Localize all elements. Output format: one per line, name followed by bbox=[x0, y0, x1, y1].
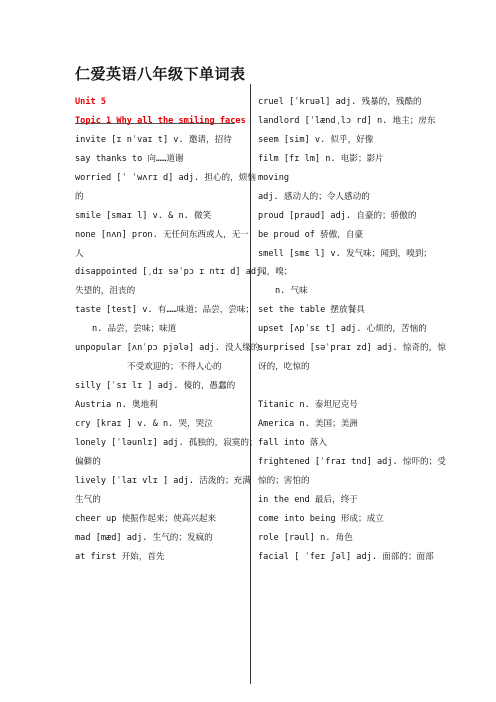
vocab-line: unpopular [ʌnˈpɔ pjələ] adj. 没人缘的； bbox=[75, 343, 269, 354]
vocab-line: cheer up 使振作起来；使高兴起来 bbox=[75, 513, 217, 524]
right-column bbox=[258, 93, 446, 566]
vocab-line: 生气的 bbox=[75, 494, 101, 505]
vocab-line: 的 bbox=[75, 191, 84, 202]
vocab-line: America n. 美国；美洲 bbox=[258, 418, 358, 429]
vocab-line: landlord [ˈlændˌlɔ rd] n. 地主；房东 bbox=[258, 115, 436, 126]
vocab-line: 人 bbox=[75, 248, 84, 259]
vocab-line: mad [mæd] adj. 生气的；发疯的 bbox=[75, 532, 213, 543]
vocab-line: 闻，嗅； bbox=[258, 267, 293, 278]
vocab-line: 不受欢迎的；不得人心的 bbox=[127, 362, 222, 373]
vocab-line: frightened [ˈfraɪ tnd] adj. 惊吓的；受 bbox=[258, 456, 446, 467]
section-heading: Topic 1 Why all the smiling faces bbox=[75, 115, 246, 126]
vocab-line: come into being 形成；成立 bbox=[258, 513, 384, 524]
vocab-line: n. 品尝，尝味；味道 bbox=[92, 324, 177, 335]
vocab-line: set the table 摆放餐具 bbox=[258, 305, 365, 316]
vocab-line: seem [sim] v. 似乎，好像 bbox=[258, 134, 374, 145]
vocab-line: lonely [ˈləunlɪ] adj. 孤独的，寂寞的； bbox=[75, 437, 258, 448]
vocab-line: cry [kraɪ ] v. & n. 哭，哭泣 bbox=[75, 418, 213, 429]
vocab-line: invite [ɪ nˈvaɪ t] v. 邀请，招待 bbox=[75, 134, 232, 145]
vocab-line: Titanic n. 泰坦尼克号 bbox=[258, 400, 358, 410]
vocab-line: role [rəul] n. 角色 bbox=[258, 532, 353, 543]
blank-line bbox=[258, 377, 438, 396]
vocab-line: say thanks to 向……道谢 bbox=[75, 153, 184, 164]
section-heading: Unit 5 bbox=[75, 97, 107, 107]
left-column bbox=[75, 93, 269, 566]
vocab-line: fall into 落入 bbox=[258, 437, 327, 448]
vocab-line: 惊的；害怕的 bbox=[258, 475, 310, 486]
vocab-line: n. 气味 bbox=[275, 286, 308, 297]
vocab-line: 讶的，吃惊的 bbox=[258, 362, 310, 373]
vocab-line: adj. 感动人的；令人感动的 bbox=[258, 191, 370, 202]
vocab-line: film [fɪ lm] n. 电影；影片 bbox=[258, 153, 384, 164]
vocab-line: taste [test] v. 有……味道；品尝，尝味； bbox=[75, 305, 255, 316]
vocab-line: surprised [səˈpraɪ zd] adj. 惊奇的，惊 bbox=[258, 343, 446, 354]
vocab-line: proud [praud] adj. 自豪的；骄傲的 bbox=[258, 210, 417, 221]
vocab-line: be proud of 骄傲，自豪 bbox=[258, 229, 364, 240]
vocab-line: moving bbox=[258, 172, 290, 183]
vocab-line: none [nʌn] pron. 无任何东西或人，无一 bbox=[75, 229, 249, 240]
page-title: 仁爱英语八年级下单词表 bbox=[75, 65, 246, 83]
vocab-line: facial [ ˈfeɪ ʃəl] adj. 面部的；面部 bbox=[258, 551, 434, 562]
vocab-line: in the end 最后，终于 bbox=[258, 494, 358, 505]
vocab-line: smile [smaɪ l] v. & n. 微笑 bbox=[75, 210, 212, 221]
vocab-line: worried [ˈ ˈwʌrɪ d] adj. 担心的，烦恼 bbox=[75, 172, 256, 183]
vocab-line: lively [ˈlaɪ vlɪ ] adj. 活泼的；充满 bbox=[75, 475, 251, 486]
vocab-line: disappointed [ˌdɪ səˈpɔ ɪ ntɪ d] adj. bbox=[75, 267, 267, 278]
vocab-line: cruel [ˈkruəl] adj. 残暴的，残酷的 bbox=[258, 97, 422, 107]
vocab-line: silly [ˈsɪ lɪ ] adj. 傻的，愚蠢的 bbox=[75, 381, 236, 392]
vocab-line: at first 开始，首先 bbox=[75, 551, 165, 562]
vocab-line: 偏僻的 bbox=[75, 456, 101, 467]
vocab-line: upset [ʌpˈsɛ t] adj. 心烦的，苦恼的 bbox=[258, 324, 427, 335]
vocab-line: Austria n. 奥地利 bbox=[75, 400, 158, 410]
vocab-line: 失望的，沮丧的 bbox=[75, 286, 136, 297]
vocab-line: smell [smɛ l] v. 发气味；闻到，嗅到； bbox=[258, 248, 432, 259]
